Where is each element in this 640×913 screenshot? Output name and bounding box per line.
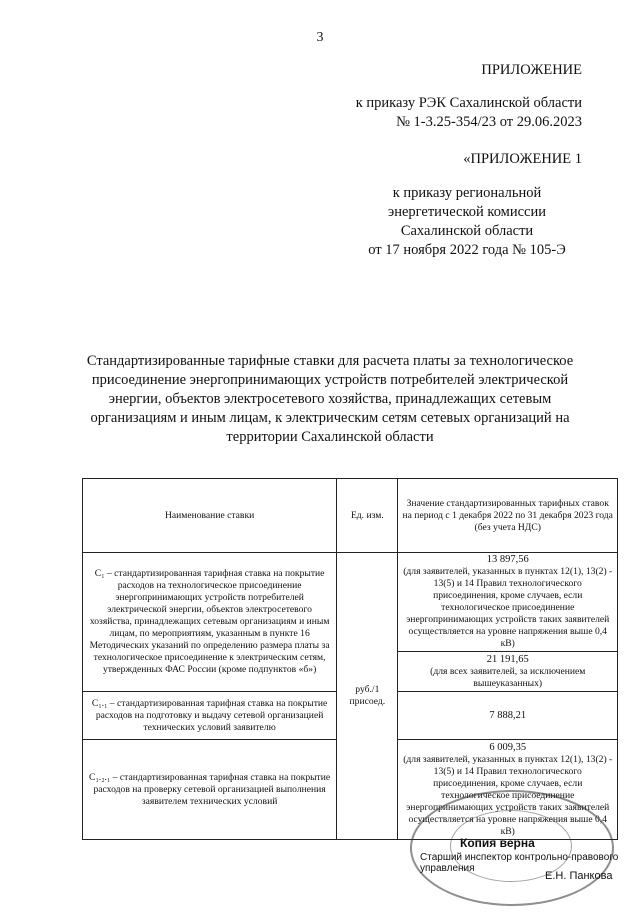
header-value: Значение стандартизированных тарифных ставок на период с 1 декабря 2022 по 31 декабря 2023 года (без учета НДС) bbox=[398, 479, 618, 553]
appendix-line: к приказу РЭК Сахалинской области bbox=[355, 95, 582, 111]
page-number: 3 bbox=[316, 30, 324, 45]
header-unit: Ед. изм. bbox=[337, 479, 398, 553]
rates-table bbox=[82, 478, 618, 840]
rate-value bbox=[398, 553, 618, 652]
rate-value: 7 888,21 bbox=[398, 692, 618, 740]
appendix1-line: Сахалинской области bbox=[400, 223, 534, 239]
value-number: 6 009,35 bbox=[489, 741, 527, 753]
appendix1-reference bbox=[352, 184, 582, 260]
appendix1-line: энергетической комиссии bbox=[387, 204, 547, 220]
unit-cell: руб./1 присоед. bbox=[337, 553, 398, 840]
rate-name: C₁.₁ – стандартизированная тарифная ставка на покрытие расходов на подготовку и выдачу сетевой организацией технических условий заявителю bbox=[83, 692, 337, 740]
appendix1-line: к приказу региональной bbox=[392, 185, 542, 201]
header-name: Наименование ставки bbox=[83, 479, 337, 553]
appendix-line: № 1-3.25-354/23 от 29.06.2023 bbox=[396, 114, 582, 130]
appendix1-title: «ПРИЛОЖЕНИЕ 1 bbox=[463, 151, 582, 167]
stamp-position-text: Старший инспектор контрольно-правового управления bbox=[420, 852, 619, 874]
value-note: (для всех заявителей, за исключением вышеуказанных) bbox=[430, 665, 586, 689]
rate-value bbox=[398, 652, 618, 692]
rate-name: C₁ – стандартизированная тарифная ставка на покрытие расходов на технологическое присоединение энергопринимающих устройств потребителей электрической энергии, объектов электросетевого хозяйства, принадлежащих сетевым организациям и иным лицам, по мероприятиям, указанным в пункте 16 Методических указаний по определению размера платы за технологическое присоединение к электрическим сетям, утвержденных ФАС России (кроме подпунктов «б») bbox=[83, 553, 337, 692]
stamp-signer: Е.Н. Панкова bbox=[545, 870, 613, 882]
appendix1-line: от 17 ноября 2022 года № 105-Э bbox=[368, 242, 566, 258]
appendix-title: ПРИЛОЖЕНИЕ bbox=[481, 62, 582, 78]
stamp-copy-text: Копия верна bbox=[460, 836, 535, 850]
appendix-reference bbox=[356, 94, 582, 132]
value-number: 21 191,65 bbox=[486, 653, 529, 665]
value-number: 13 897,56 bbox=[486, 554, 529, 565]
value-note: (для заявителей, указанных в пунктах 12(1), 13(2) - 13(5) и 14 Правил технологического присоединения, кроме случаев, если технологическое присоединение энергопринимающих устройств таких заявителей осуществляется на уровне напряжения выше 0,4 кВ) bbox=[403, 566, 613, 649]
table-row bbox=[83, 553, 618, 652]
rate-name: C₁.₂.₁ – стандартизированная тарифная ставка на покрытие расходов на проверку сетевой организацией выполнения заявителем технических условий bbox=[83, 740, 337, 840]
value-note: (для заявителей, указанных в пунктах 12(1), 13(2) - 13(5) и 14 Правил технологического присоединения, кроме случаев, если технологическое присоединение энергопринимающих устройств таких заявителей осуществляется на уровне напряжения выше 0,4 кВ) bbox=[403, 753, 613, 837]
document-title: Стандартизированные тарифные ставки для расчета платы за технологическое присоединение энергопринимающих устройств потребителей электрической энергии, объектов электросетевого хозяйства, принадлежащих сетевым организациям и иным лицам, к электрическим сетям сетевых организаций на территории Сахалинской области bbox=[86, 353, 574, 445]
table-header-row bbox=[83, 479, 618, 553]
